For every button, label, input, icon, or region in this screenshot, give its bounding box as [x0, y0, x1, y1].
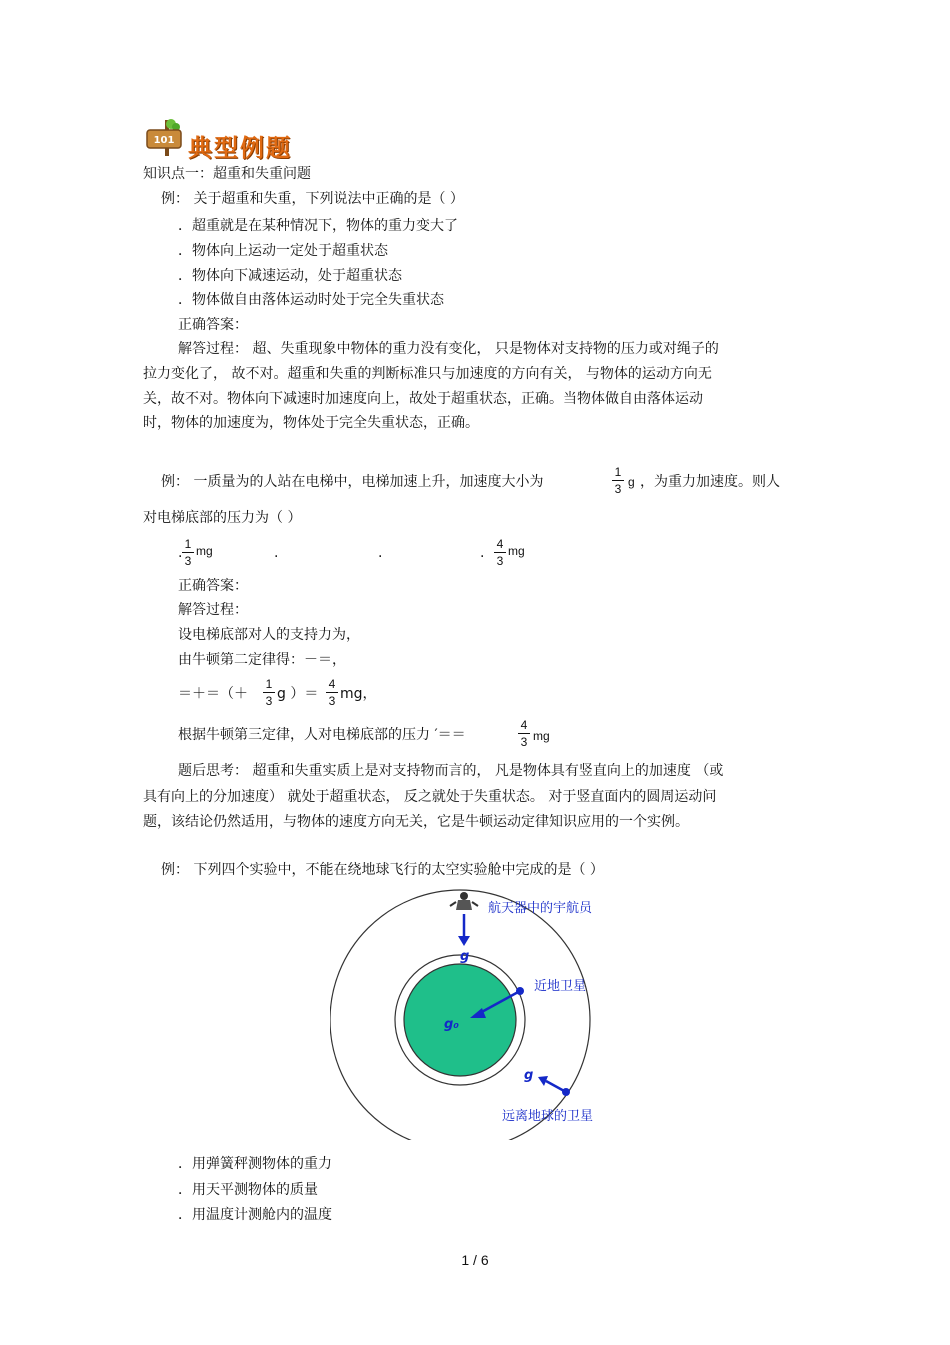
- ex2-option-c: .: [378, 545, 383, 561]
- earth: [404, 964, 516, 1076]
- ex2-question-fraction: 1 3: [612, 465, 624, 496]
- near-satellite-label: 近地卫星: [534, 979, 587, 994]
- ex1-option: ．物体向下减速运动，处于超重状态: [178, 268, 402, 284]
- ex2-question-line2: 对电梯底部的压力为（ ）: [143, 510, 302, 526]
- wooden-sign-icon: [143, 118, 187, 158]
- ex2-option-d-unit: mg: [508, 544, 525, 558]
- ex2-option-a-prefix: .: [178, 545, 183, 561]
- banner-badge: 101: [153, 135, 175, 146]
- ex2-step4: 根据牛顿第三定律，人对电梯底部的压力 ′＝＝: [178, 727, 466, 743]
- ex2-think-line: 具有向上的分加速度） 就处于超重状态， 反之就处于失重状态。 对于竖直面内的圆周运动问: [143, 789, 717, 805]
- ex1-option: ．超重就是在某种情况下，物体的重力变大了: [178, 218, 458, 234]
- ex2-option-d-prefix: .: [480, 545, 485, 561]
- ex1-option: ．物体做自由落体运动时处于完全失重状态: [178, 292, 444, 308]
- ex2-step: 由牛顿第二定律得：－＝，: [178, 652, 346, 668]
- ex2-option-a-unit: mg: [196, 544, 213, 558]
- astronaut-label: 航天器中的宇航员: [488, 901, 593, 916]
- far-satellite-label: 远离地球的卫星: [502, 1109, 594, 1124]
- section-title: 知识点一：超重和失重问题: [143, 166, 311, 182]
- ex2-option-b: .: [274, 545, 279, 561]
- ex1-solution-line: 时，物体的加速度为，物体处于完全失重状态，正确。: [143, 415, 479, 431]
- earth-g0-label: g₀: [444, 1017, 459, 1032]
- page-number: 1 / 6: [461, 1252, 489, 1268]
- astronaut-g-arrowhead: [458, 936, 470, 946]
- ex2-step: 设电梯底部对人的支持力为，: [178, 627, 360, 643]
- ex1-option: ．物体向上运动一定处于超重状态: [178, 243, 388, 259]
- ex2-think-line: 题后思考： 超重和失重实质上是对支持物而言的， 凡是物体具有竖直向上的加速度 （或: [178, 763, 724, 779]
- astronaut-icon: [450, 892, 478, 910]
- ex2-step4-fraction: 4 3: [518, 718, 530, 749]
- ex1-solution-line: 关，故不对。物体向下减速时加速度向上，故处于超重状态，正确。当物体做自由落体运动: [143, 391, 703, 407]
- ex2-solution-label: 解答过程：: [178, 602, 248, 618]
- ex2-step3-fraction: 1 3: [263, 677, 275, 708]
- ex1-answer-label: 正确答案：: [178, 317, 248, 333]
- ex1-solution-line: 拉力变化了， 故不对。超重和失重的判断标准只与加速度的方向有关， 与物体的运动方向无: [143, 366, 712, 382]
- ex2-step4-unit: mg: [533, 729, 550, 743]
- far-g-arrow: [546, 1081, 566, 1092]
- ex2-option-a-fraction: 1 3: [182, 537, 194, 568]
- astronaut-g-label: g: [460, 949, 470, 964]
- ex2-step3-prefix: ＝＋＝（＋: [178, 686, 248, 702]
- ex2-step3-end: mg，: [340, 686, 377, 702]
- ex3-option: ．用弹簧秤测物体的重力: [178, 1156, 332, 1172]
- ex2-think-line: 题，该结论仍然适用，与物体的速度方向无关，它是牛顿运动定律知识应用的一个实例。: [143, 814, 689, 830]
- ex2-step3-mid: g ）＝: [277, 686, 319, 702]
- banner-title: 典型例题: [188, 134, 292, 162]
- ex3-option: ．用温度计测舱内的温度: [178, 1207, 332, 1223]
- ex2-question-part1: 例： 一质量为的人站在电梯中，电梯加速上升，加速度大小为: [161, 474, 544, 490]
- ex1-solution-line: 解答过程： 超、失重现象中物体的重力没有变化， 只是物体对支持物的压力或对绳子的: [178, 341, 719, 357]
- ex1-question: 例： 关于超重和失重，下列说法中正确的是（ ）: [161, 191, 464, 207]
- ex2-question-part2: ，为重力加速度。则人: [640, 474, 780, 490]
- far-g-label: g: [524, 1068, 534, 1083]
- ex2-answer-label: 正确答案：: [178, 578, 248, 594]
- ex3-question: 例： 下列四个实验中，不能在绕地球飞行的太空实验舱中完成的是（ ）: [161, 862, 604, 878]
- ex2-question-g: g: [628, 475, 635, 489]
- ex2-option-d-fraction: 4 3: [494, 537, 506, 568]
- ex3-option: ．用天平测物体的质量: [178, 1182, 318, 1198]
- orbit-diagram: [330, 880, 620, 1140]
- ex2-step3-fraction2: 4 3: [326, 677, 338, 708]
